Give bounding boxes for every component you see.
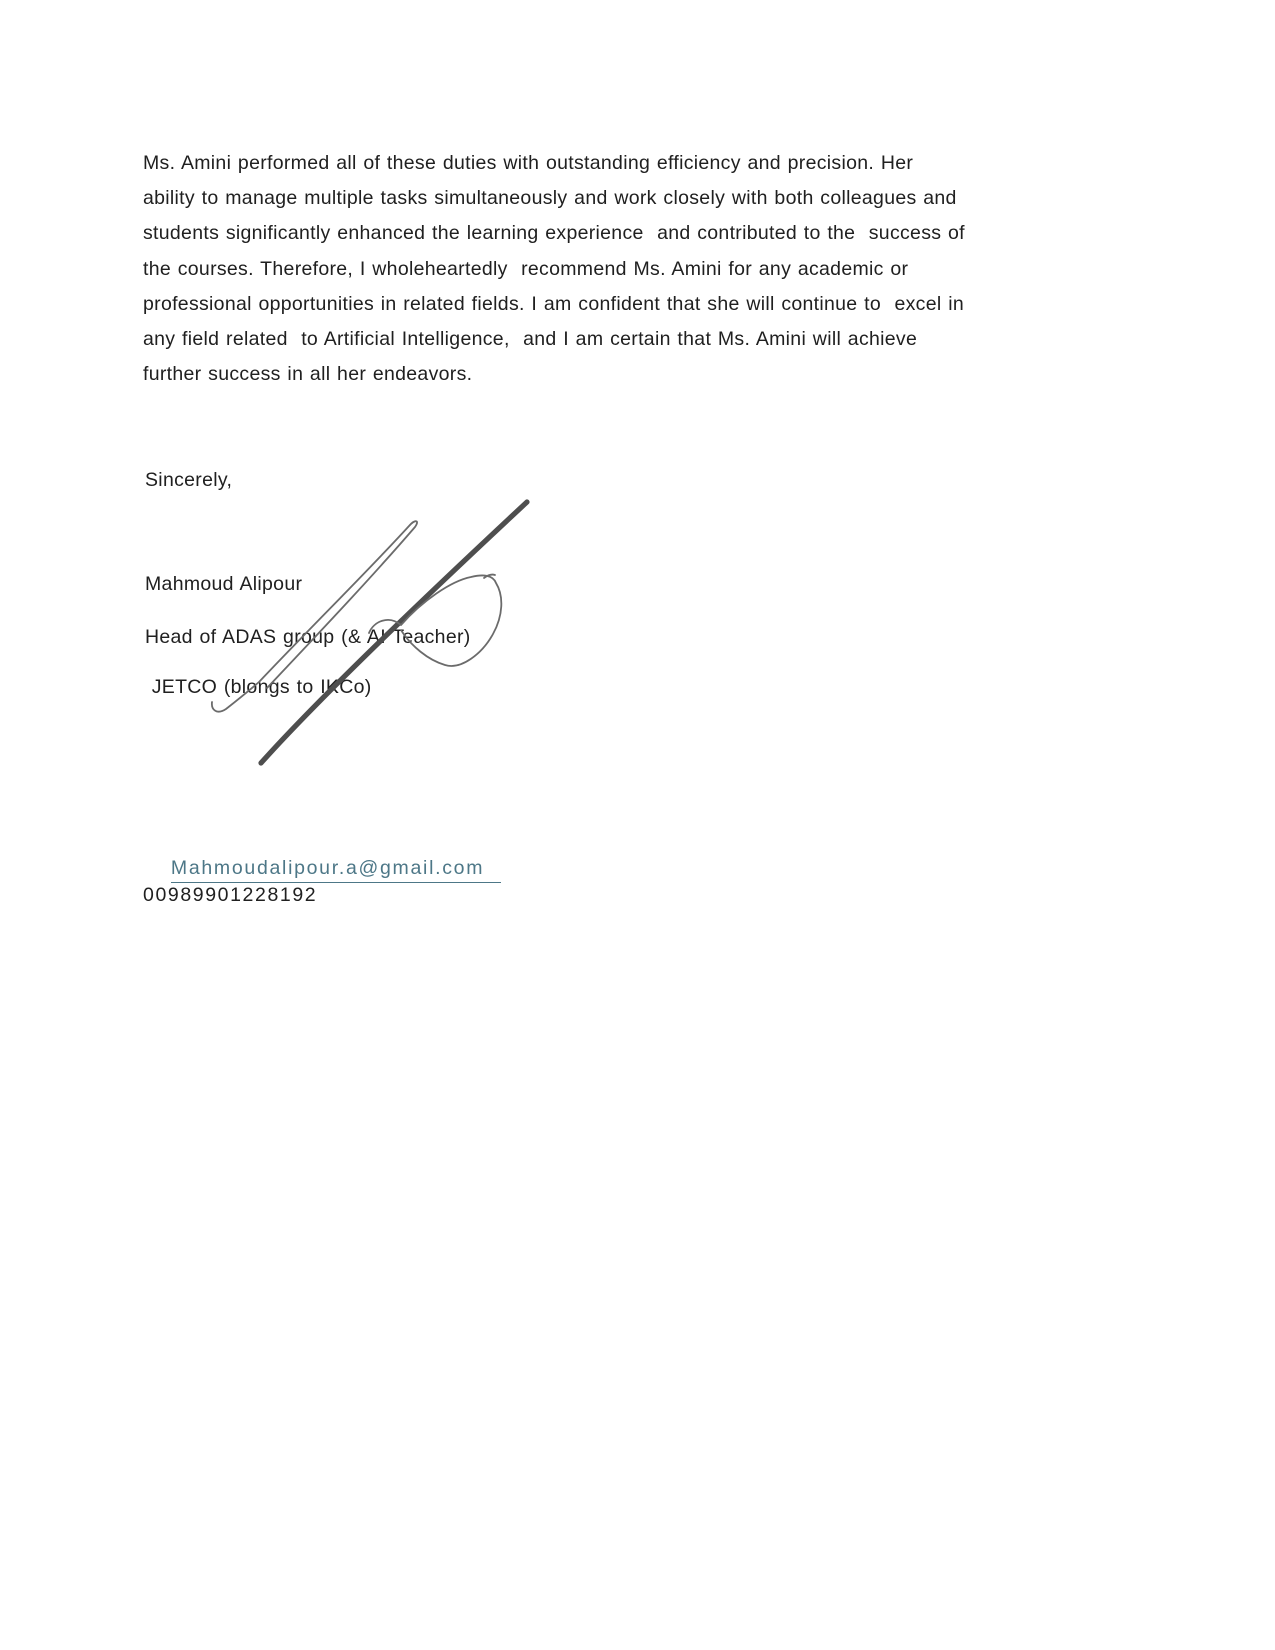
signature-stroke-oval-loop (369, 575, 501, 665)
signer-organization: JETCO (blongs to IKCo) (145, 676, 372, 698)
signer-title: Head of ADAS group (& AI Teacher) (145, 626, 471, 648)
signature-stroke-tick (484, 575, 495, 578)
body-line: ability to manage multiple tasks simultaneously and work closely with both colleagues and (143, 187, 957, 210)
closing-salutation: Sincerely, (145, 469, 233, 491)
phone-number: 00989901228192 (143, 884, 318, 906)
body-line: further success in all her endeavors. (143, 363, 473, 386)
email-link[interactable]: Mahmoudalipour.a@gmail.com (171, 857, 501, 883)
body-line: Ms. Amini performed all of these duties with outstanding efficiency and precision. Her (143, 152, 914, 174)
body-line: the courses. Therefore, I wholeheartedly recommend Ms. Amini for any academic or (143, 257, 909, 280)
signer-name: Mahmoud Alipour (145, 573, 303, 595)
body-line: students significantly enhanced the learning experience and contributed to the success of (143, 222, 965, 245)
body-line: professional opportunities in related fields. I am confident that she will continue to excel in (143, 292, 964, 315)
body-line: any field related to Artificial Intelligence, and I am certain that Ms. Amini will achieve (143, 328, 918, 351)
body-paragraph (143, 146, 965, 392)
